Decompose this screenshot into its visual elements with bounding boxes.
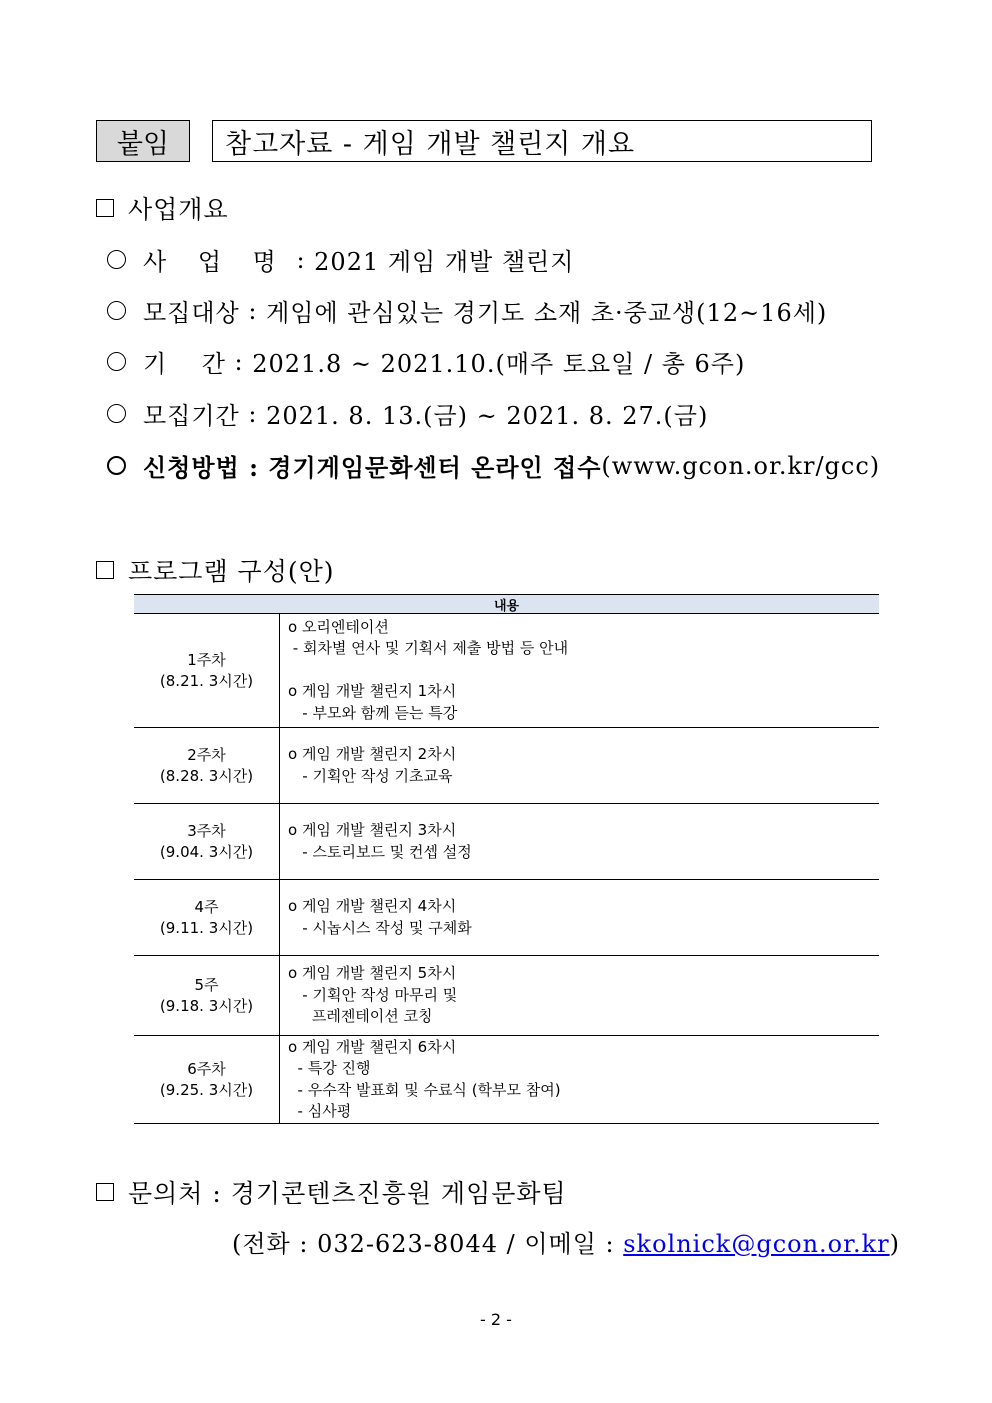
- page-number: - 2 -: [480, 1310, 512, 1329]
- circle-bullet-icon: [107, 250, 126, 269]
- content-line: 프레젠테이션 코칭: [288, 1007, 433, 1026]
- table-header: 내용: [134, 594, 879, 614]
- week-label: 5주: [194, 975, 219, 994]
- overview-item: 모집기간 : 2021. 8. 13.(금) ~ 2021. 8. 27.(금): [107, 396, 708, 431]
- week-date: (8.28. 3시간): [159, 766, 254, 785]
- content-line: o 게임 개발 챌린지 2차시: [288, 745, 457, 763]
- content-line: - 특강 진행: [288, 1059, 371, 1077]
- content-line: o 게임 개발 챌린지 3차시: [288, 821, 457, 839]
- week-label: 2주차: [187, 745, 226, 764]
- circle-bullet-icon: [107, 404, 126, 423]
- item-label: 모집기간: [143, 402, 240, 430]
- section-contact: [96, 1174, 567, 1210]
- content-line: - 심사평: [288, 1102, 352, 1120]
- item-value: 2021. 8. 13.(금) ~ 2021. 8. 27.(금): [266, 402, 709, 430]
- table-row: [134, 804, 879, 880]
- item-value: 2021 게임 개발 챌린지: [314, 248, 575, 276]
- contact-close: ): [889, 1230, 900, 1258]
- circle-bullet-icon: [107, 352, 126, 371]
- apply-method: [107, 448, 880, 483]
- item-label: 사 업 명: [143, 248, 288, 276]
- overview-item: 모집대상 : 게임에 관심있는 경기도 소재 초·중교생(12~16세): [107, 293, 827, 328]
- contact-details: [232, 1224, 900, 1259]
- table-row: [134, 880, 879, 956]
- overview-item: 사 업 명 : 2021 게임 개발 챌린지: [107, 242, 574, 277]
- content-line: - 부모와 함께 듣는 특강: [288, 703, 458, 722]
- week-date: (9.04. 3시간): [159, 842, 254, 861]
- content-line: o 게임 개발 챌린지 1차시: [288, 682, 457, 701]
- week-date: (9.25. 3시간): [159, 1080, 254, 1099]
- circle-bullet-icon: [107, 456, 126, 475]
- square-bullet-icon: [96, 199, 114, 217]
- content-line: - 회차별 연사 및 기획서 제출 방법 등 안내: [288, 639, 569, 658]
- section-heading: 프로그램 구성(안): [128, 557, 335, 586]
- content-line: o 오리엔테이션: [288, 617, 389, 636]
- document-title: 참고자료 - 게임 개발 챌린지 개요: [212, 120, 872, 162]
- item-label: 모집대상: [143, 299, 240, 327]
- week-date: (9.11. 3시간): [159, 918, 254, 937]
- program-table: [134, 594, 879, 1124]
- section-overview: [96, 190, 229, 226]
- week-label: 6주차: [187, 1059, 226, 1078]
- content-line: o 게임 개발 챌린지 6차시: [288, 1037, 457, 1056]
- square-bullet-icon: [96, 1183, 114, 1201]
- circle-bullet-icon: [107, 301, 126, 320]
- item-label: 기 간: [143, 350, 226, 378]
- content-line: - 기획안 작성 마무리 및: [288, 985, 458, 1004]
- week-date: (8.21. 3시간): [159, 671, 254, 690]
- week-label: 4주: [194, 897, 219, 916]
- content-line: - 스토리보드 및 컨셉 설정: [288, 842, 472, 861]
- table-row: [134, 1036, 879, 1124]
- table-row: [134, 614, 879, 728]
- content-line: - 우수작 발표회 및 수료식 (학부모 참여): [288, 1080, 561, 1099]
- item-value: 게임에 관심있는 경기도 소재 초·중교생(12~16세): [266, 299, 828, 327]
- overview-item: 기 간 : 2021.8 ~ 2021.10.(매주 토요일 / 총 6주): [107, 344, 745, 379]
- table-row: [134, 956, 879, 1036]
- week-label: 3주차: [187, 821, 226, 840]
- content-line: [288, 660, 879, 682]
- content-line: o 게임 개발 챌린지 5차시: [288, 964, 457, 983]
- apply-url: (www.gcon.or.kr/gcc): [601, 451, 881, 480]
- content-line: - 기획안 작성 기초교육: [288, 766, 453, 785]
- section-program: [96, 552, 335, 588]
- square-bullet-icon: [96, 561, 114, 579]
- apply-label: 신청방법 : 경기게임문화센터 온라인 접수: [143, 453, 602, 482]
- content-line: - 시놉시스 작성 및 구체화: [288, 918, 472, 937]
- content-line: o 게임 개발 챌린지 4차시: [288, 897, 457, 915]
- section-heading: 사업개요: [128, 195, 229, 224]
- email-link[interactable]: skolnick@gcon.or.kr: [623, 1230, 890, 1258]
- table-row: [134, 728, 879, 804]
- attachment-tag: 붙임: [96, 120, 190, 162]
- item-value: 2021.8 ~ 2021.10.(매주 토요일 / 총 6주): [252, 350, 746, 378]
- section-heading: 문의처 : 경기콘텐츠진흥원 게임문화팀: [128, 1179, 567, 1208]
- week-label: 1주차: [187, 650, 226, 669]
- phone-text: (전화 : 032-623-8044 / 이메일 :: [232, 1230, 624, 1258]
- week-date: (9.18. 3시간): [159, 996, 254, 1015]
